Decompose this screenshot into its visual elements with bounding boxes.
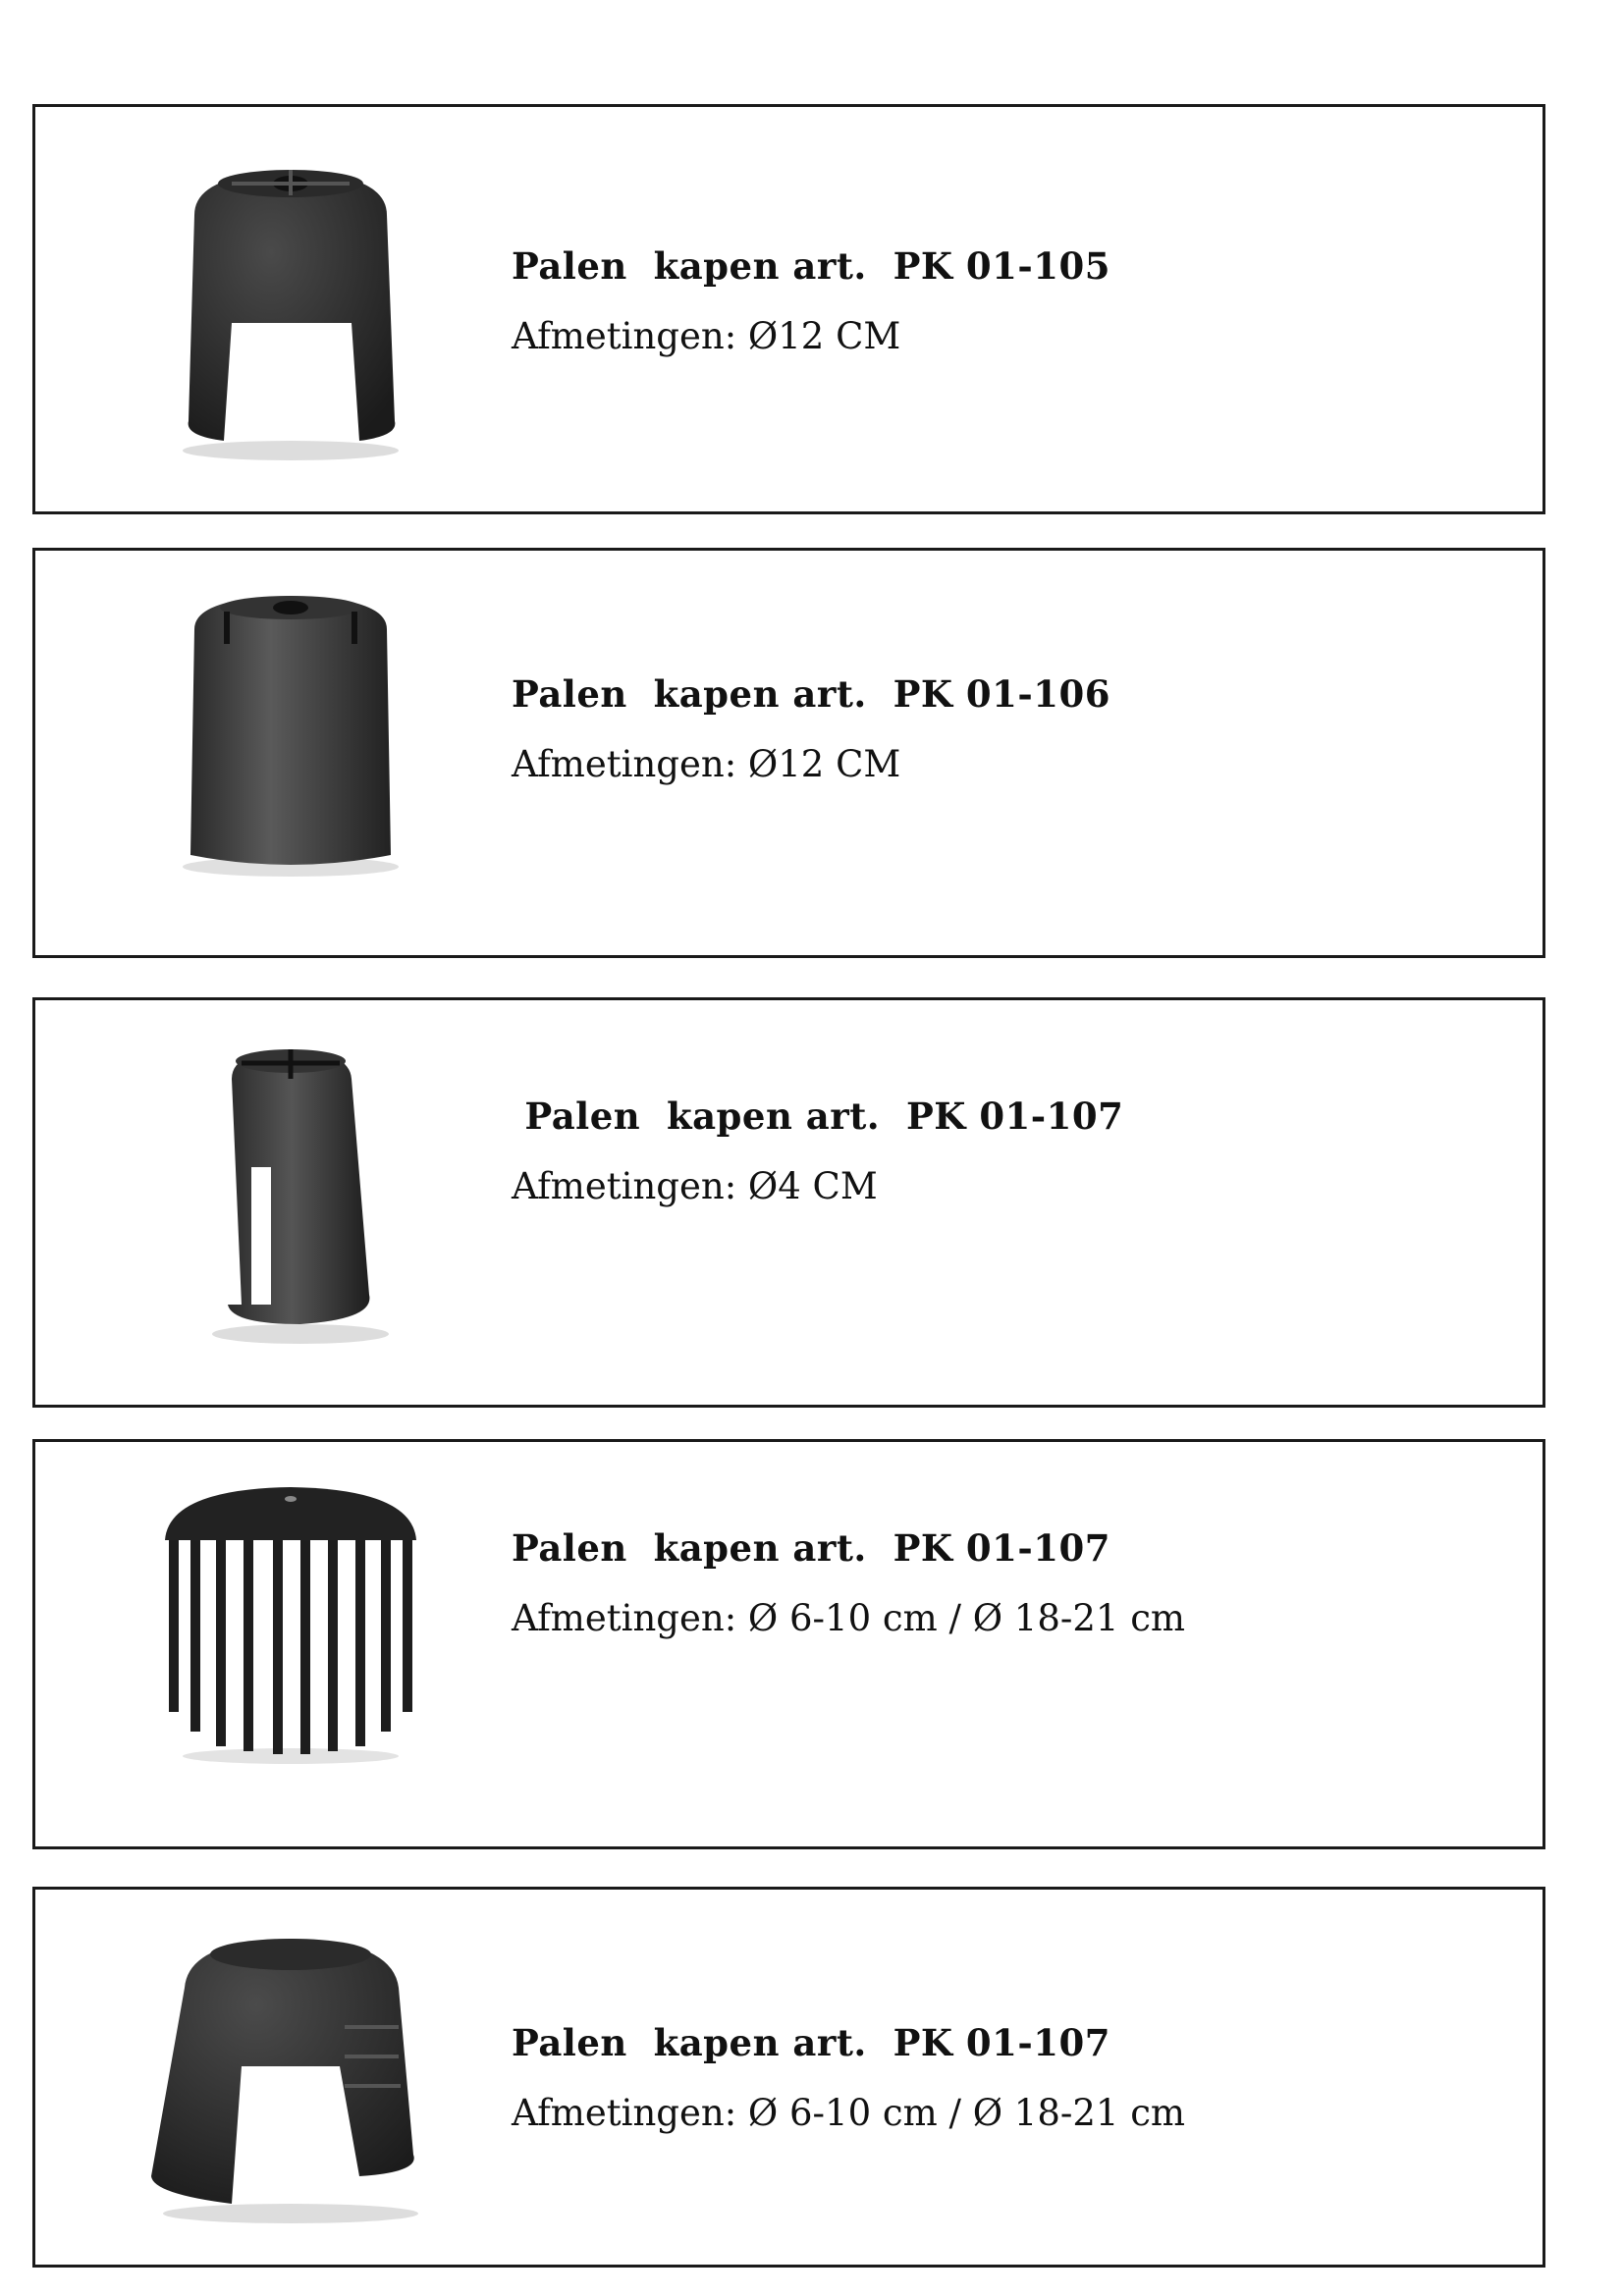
product-title: Palen kapen art. PK 01-105 bbox=[512, 244, 1111, 288]
product-dimensions: Afmetingen: Ø12 CM bbox=[512, 743, 901, 785]
pole-cap-narrow-slotted-icon bbox=[134, 1040, 448, 1354]
product-title: Palen kapen art. PK 01-107 bbox=[512, 1095, 1124, 1138]
product-card bbox=[32, 1887, 1545, 2268]
product-title: Palen kapen art. PK 01-107 bbox=[512, 2021, 1111, 2064]
product-card bbox=[32, 1439, 1545, 1849]
product-dimensions: Afmetingen: Ø4 CM bbox=[512, 1165, 878, 1207]
product-card bbox=[32, 104, 1545, 514]
product-dimensions: Afmetingen: Ø 6-10 cm / Ø 18-21 cm bbox=[512, 2092, 1186, 2134]
product-dimensions: Afmetingen: Ø12 CM bbox=[512, 315, 901, 357]
pole-cap-closed-cylinder-icon bbox=[134, 590, 448, 904]
product-card bbox=[32, 997, 1545, 1408]
product-card bbox=[32, 548, 1545, 958]
product-title: Palen kapen art. PK 01-106 bbox=[512, 672, 1111, 716]
product-dimensions: Afmetingen: Ø 6-10 cm / Ø 18-21 cm bbox=[512, 1597, 1186, 1639]
product-title: Palen kapen art. PK 01-107 bbox=[512, 1526, 1111, 1570]
pole-cap-cage-icon bbox=[134, 1462, 448, 1776]
pole-cap-slotted-legs-icon bbox=[134, 156, 448, 470]
pole-cap-wide-legs-icon bbox=[134, 1919, 448, 2233]
